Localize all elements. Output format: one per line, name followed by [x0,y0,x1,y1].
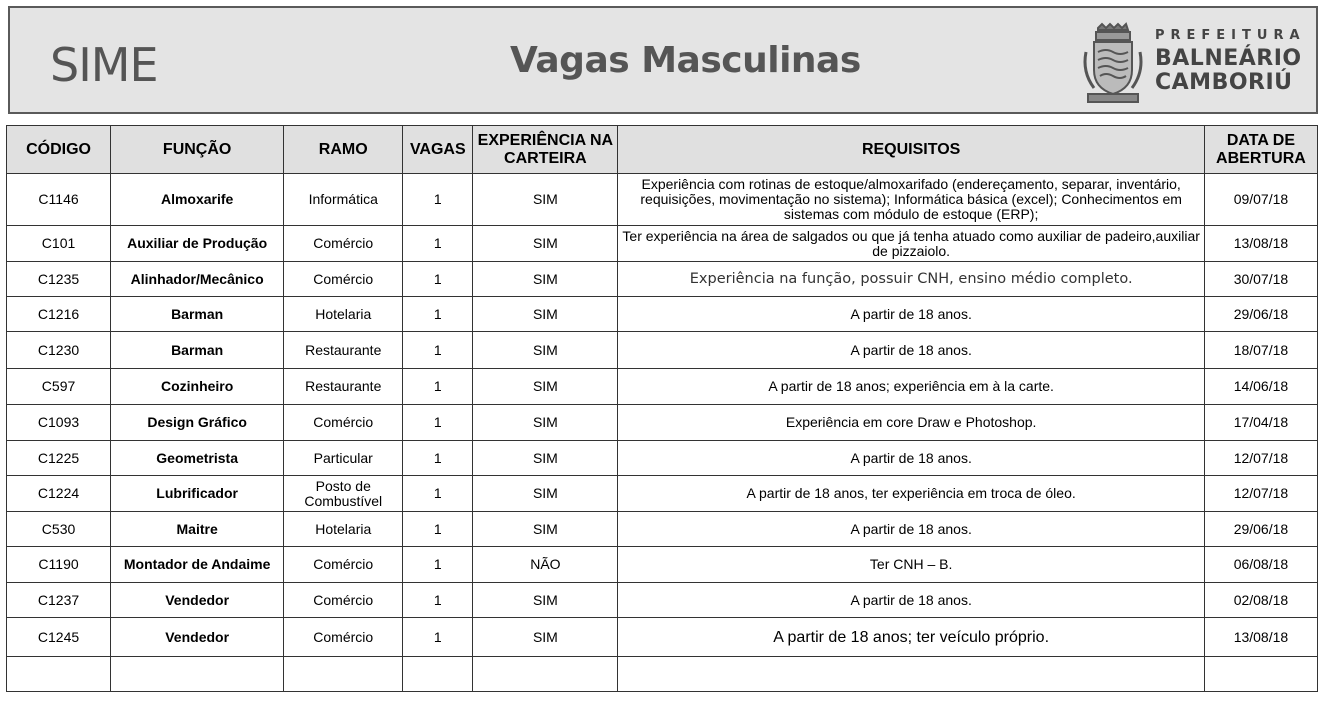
cell-funcao: Alinhador/Mecânico [111,262,284,297]
cell-vagas: 1 [403,174,473,226]
table-row [7,583,1318,618]
cell-vagas: 1 [403,369,473,405]
cell-experiencia [473,657,618,692]
cell-requisitos [618,657,1204,692]
cell-vagas: 1 [403,297,473,332]
cell-requisitos: A partir de 18 anos. [618,441,1204,476]
cell-ramo: Informática [284,174,403,226]
cell-funcao: Lubrificador [111,476,284,512]
cell-funcao: Vendedor [111,583,284,618]
table-row [7,369,1318,405]
cell-data: 17/04/18 [1204,405,1317,441]
cell-requisitos: A partir de 18 anos, ter experiência em troca de óleo. [618,476,1204,512]
cell-vagas: 1 [403,583,473,618]
cell-data: 02/08/18 [1204,583,1317,618]
cell-funcao: Design Gráfico [111,405,284,441]
cell-codigo: C1235 [7,262,111,297]
cell-ramo: Comércio [284,262,403,297]
cell-vagas [403,657,473,692]
cell-ramo: Particular [284,441,403,476]
cell-ramo: Comércio [284,405,403,441]
table-row [7,174,1318,226]
cell-requisitos: A partir de 18 anos; experiência em à la carte. [618,369,1204,405]
cell-funcao: Auxiliar de Produção [111,226,284,262]
logo-line-camboriu: CAMBORIÚ [1155,70,1293,95]
cell-codigo: C1224 [7,476,111,512]
column-header-data: DATA DE ABERTURA [1204,126,1317,174]
page-header [8,6,1318,114]
cell-ramo [284,657,403,692]
cell-experiencia: SIM [473,583,618,618]
cell-funcao [111,657,284,692]
cell-experiencia: SIM [473,174,618,226]
table-row [7,297,1318,332]
cell-data: 13/08/18 [1204,618,1317,657]
prefeitura-logo [1080,18,1310,108]
cell-experiencia: SIM [473,476,618,512]
cell-funcao: Almoxarife [111,174,284,226]
cell-codigo: C1190 [7,547,111,583]
cell-ramo: Hotelaria [284,297,403,332]
cell-codigo: C101 [7,226,111,262]
cell-experiencia: SIM [473,369,618,405]
cell-requisitos: Ter CNH – B. [618,547,1204,583]
brand-name: SIME [50,38,158,92]
column-header-experiencia: EXPERIÊNCIA NA CARTEIRA [473,126,618,174]
cell-ramo: Comércio [284,583,403,618]
cell-experiencia: SIM [473,226,618,262]
cell-experiencia: SIM [473,332,618,369]
cell-requisitos: A partir de 18 anos; ter veículo próprio. [618,618,1204,657]
cell-vagas: 1 [403,476,473,512]
cell-codigo [7,657,111,692]
column-header-funcao: FUNÇÃO [111,126,284,174]
cell-codigo: C597 [7,369,111,405]
table-header-row [7,126,1318,174]
table-row [7,332,1318,369]
table-row [7,262,1318,297]
cell-codigo: C1230 [7,332,111,369]
logo-line-balneario: BALNEÁRIO [1155,46,1302,71]
cell-codigo: C1225 [7,441,111,476]
cell-funcao: Geometrista [111,441,284,476]
cell-experiencia: SIM [473,618,618,657]
cell-ramo: Comércio [284,618,403,657]
cell-requisitos: A partir de 18 anos. [618,297,1204,332]
cell-experiencia: SIM [473,262,618,297]
cell-codigo: C1093 [7,405,111,441]
cell-experiencia: SIM [473,297,618,332]
column-header-vagas: VAGAS [403,126,473,174]
jobs-table [6,125,1318,692]
table-row [7,618,1318,657]
cell-funcao: Barman [111,332,284,369]
table-row [7,441,1318,476]
cell-ramo: Restaurante [284,332,403,369]
table-row [7,476,1318,512]
cell-funcao: Vendedor [111,618,284,657]
cell-codigo: C530 [7,512,111,547]
cell-codigo: C1237 [7,583,111,618]
cell-ramo: Hotelaria [284,512,403,547]
table-row [7,657,1318,692]
cell-requisitos: Experiência na função, possuir CNH, ensino médio completo. [618,262,1204,297]
cell-requisitos: A partir de 18 anos. [618,583,1204,618]
cell-vagas: 1 [403,512,473,547]
table-row [7,405,1318,441]
cell-experiencia: NÃO [473,547,618,583]
cell-vagas: 1 [403,547,473,583]
cell-data: 29/06/18 [1204,297,1317,332]
cell-requisitos: A partir de 18 anos. [618,332,1204,369]
cell-data [1204,657,1317,692]
cell-data: 12/07/18 [1204,441,1317,476]
column-header-ramo: RAMO [284,126,403,174]
cell-vagas: 1 [403,618,473,657]
cell-requisitos: A partir de 18 anos. [618,512,1204,547]
cell-vagas: 1 [403,405,473,441]
cell-funcao: Montador de Andaime [111,547,284,583]
cell-data: 12/07/18 [1204,476,1317,512]
table-body [7,174,1318,692]
cell-ramo: Comércio [284,547,403,583]
cell-experiencia: SIM [473,512,618,547]
cell-funcao: Cozinheiro [111,369,284,405]
cell-codigo: C1216 [7,297,111,332]
cell-codigo: C1245 [7,618,111,657]
cell-ramo: Posto de Combustível [284,476,403,512]
cell-vagas: 1 [403,262,473,297]
table-row [7,512,1318,547]
cell-funcao: Barman [111,297,284,332]
cell-data: 14/06/18 [1204,369,1317,405]
table-row [7,226,1318,262]
logo-line-prefeitura: PREFEITURA [1155,28,1306,43]
cell-data: 09/07/18 [1204,174,1317,226]
cell-experiencia: SIM [473,405,618,441]
cell-data: 18/07/18 [1204,332,1317,369]
cell-funcao: Maitre [111,512,284,547]
cell-data: 06/08/18 [1204,547,1317,583]
column-header-requisitos: REQUISITOS [618,126,1204,174]
cell-ramo: Comércio [284,226,403,262]
cell-requisitos: Experiência com rotinas de estoque/almoxarifado (endereçamento, separar, inventário, requisições, movimentação no sistema); Informática básica (excel); Conhecimentos em sistemas com módulo de estoque (ERP); [618,174,1204,226]
cell-vagas: 1 [403,332,473,369]
cell-ramo: Restaurante [284,369,403,405]
cell-requisitos: Ter experiência na área de salgados ou que já tenha atuado como auxiliar de padeiro,auxiliar de pizzaiolo. [618,226,1204,262]
cell-codigo: C1146 [7,174,111,226]
cell-data: 30/07/18 [1204,262,1317,297]
cell-experiencia: SIM [473,441,618,476]
cell-data: 29/06/18 [1204,512,1317,547]
cell-data: 13/08/18 [1204,226,1317,262]
city-coat-of-arms-icon [1080,22,1146,106]
cell-vagas: 1 [403,226,473,262]
cell-vagas: 1 [403,441,473,476]
cell-requisitos: Experiência em core Draw e Photoshop. [618,405,1204,441]
page-title: Vagas Masculinas [510,40,861,81]
column-header-codigo: CÓDIGO [7,126,111,174]
table-row [7,547,1318,583]
